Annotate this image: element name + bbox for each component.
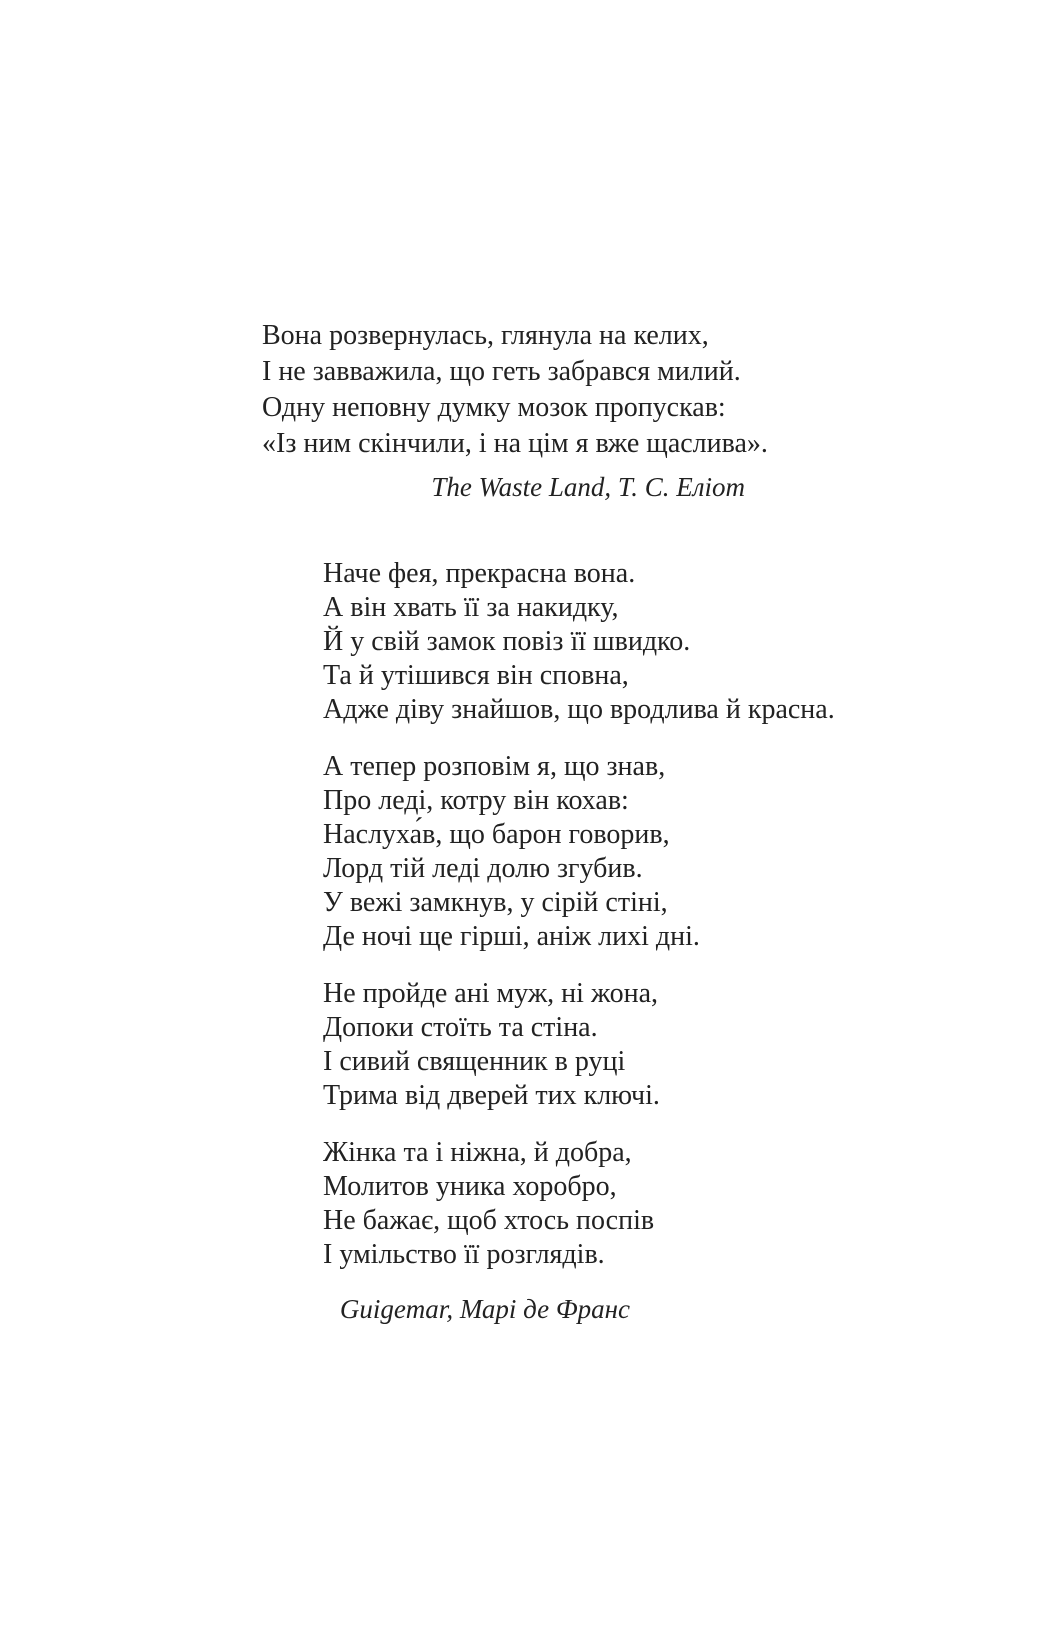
poem-stanza-1 xyxy=(323,557,835,727)
poem-line: А він хвать її за накидку, xyxy=(323,592,619,623)
epigraph-line: «Із ним скінчили, і на цім я вже щаслива». xyxy=(262,428,768,459)
poem-line: Де ночі ще гірші, аніж лихі дні. xyxy=(323,921,700,952)
poem-line: Допоки стоїть та стіна. xyxy=(323,1012,598,1043)
poem-line: Й у свій замок повіз її швидко. xyxy=(323,626,691,657)
poem-line: А тепер розповім я, що знав, xyxy=(323,751,666,782)
poem-stanza-2 xyxy=(323,750,835,954)
poem-line: Наче фея, прекрасна вона. xyxy=(323,558,636,589)
poem-stanza-3 xyxy=(323,977,835,1113)
epigraph-line: І не завважила, що геть забрався милий. xyxy=(262,356,741,387)
poem-line: І сивий священник в руці xyxy=(323,1046,626,1077)
poem-line: Наслуха́в, що барон говорив, xyxy=(323,819,670,850)
poem-line: Лорд тій леді долю згубив. xyxy=(323,853,643,884)
poem-line: Про леді, котру він кохав: xyxy=(323,785,629,816)
poem-line: Адже діву знайшов, що вродлива й красна. xyxy=(323,694,835,725)
poem-line: Жінка та і ніжна, й добра, xyxy=(323,1137,632,1168)
poem-line: Трима від дверей тих ключі. xyxy=(323,1080,660,1111)
poem-attribution: Guigemar, Марі де Франс xyxy=(339,1294,630,1324)
poem-quote xyxy=(323,557,835,1272)
epigraph-line: Одну неповну думку мозок пропускав: xyxy=(262,392,726,423)
poem-line: Молитов уника хоробро, xyxy=(323,1171,617,1202)
poem-line: І умільство її розглядів. xyxy=(323,1239,605,1270)
poem-line: Та й утішився він сповна, xyxy=(323,660,629,691)
poem-stanza-4 xyxy=(323,1136,835,1272)
epigraph-quote xyxy=(262,318,768,462)
epigraph-attribution: The Waste Land, Т. С. Еліот xyxy=(431,472,745,502)
poem-line: У вежі замкнув, у сірій стіні, xyxy=(323,887,668,918)
poem-line: Не пройде ані муж, ні жона, xyxy=(323,978,659,1009)
poem-line: Не бажає, щоб хтось поспів xyxy=(323,1205,655,1236)
epigraph-line: Вона розвернулась, глянула на келих, xyxy=(262,320,709,351)
